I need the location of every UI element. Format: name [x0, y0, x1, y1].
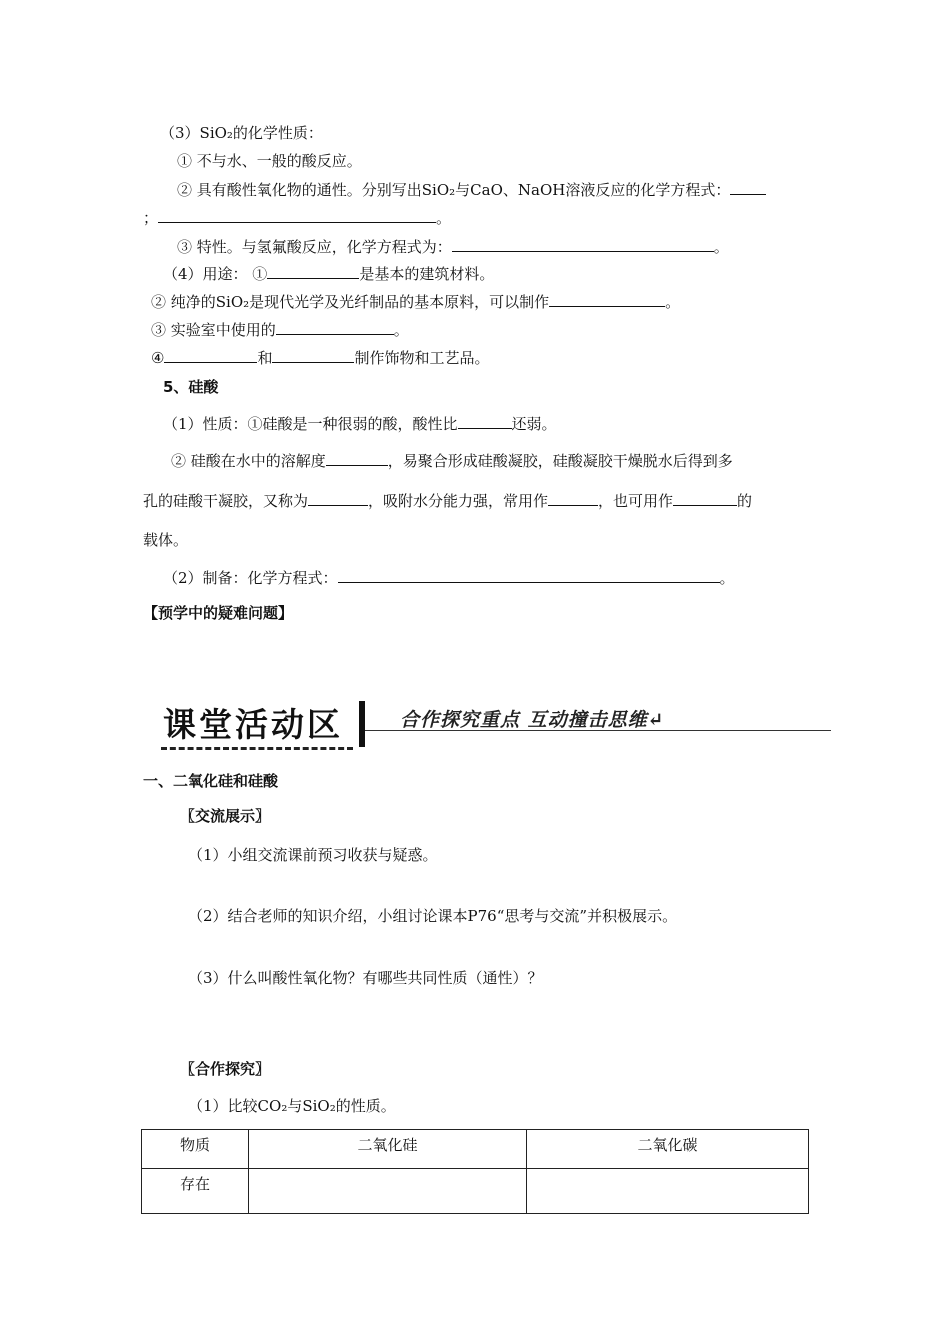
banner-subtitle: 合作探究重点 互动撞击思维↵ [400, 709, 665, 731]
acid-prop-2 [171, 450, 733, 471]
blank-field[interactable] [549, 291, 665, 307]
acid-prop-3 [143, 490, 752, 511]
s3-item3-text: ③ 特性。与氢氟酸反应，化学方程式为： [177, 238, 452, 256]
exchange-item-2: （2）结合老师的知识介绍，小组讨论课本P76“思考与交流”并积极展示。 [188, 907, 678, 925]
s3-item3 [177, 236, 729, 257]
end-mark: 。 [393, 321, 409, 339]
blank-field[interactable] [326, 450, 388, 466]
s4-text-b: 是基本的建筑材料。 [359, 265, 495, 283]
blank-field[interactable] [164, 347, 257, 363]
blank-field[interactable] [272, 347, 354, 363]
blank-field[interactable] [308, 490, 368, 506]
acid-prop3-c: ，也可用作 [598, 492, 674, 510]
banner-dashed-rule [161, 747, 353, 750]
table-cell[interactable] [527, 1169, 809, 1214]
blank-field[interactable] [276, 319, 394, 335]
blank-field[interactable] [158, 207, 436, 223]
acid-prop3-d: 的 [737, 492, 753, 510]
banner-divider [359, 701, 365, 747]
acid-prop-text: （1）性质：①硅酸是一种很弱的酸，酸性比 [163, 415, 458, 433]
s4-line2 [151, 291, 680, 312]
acid-prop2-text: ② 硅酸在水中的溶解度 [171, 452, 326, 470]
banner-title: 课堂活动区 [163, 705, 343, 744]
table-cell: 存在 [142, 1169, 249, 1214]
s3-title: （3）SiO₂的化学性质： [160, 124, 323, 142]
acid-prep [163, 567, 735, 588]
separator: ； [143, 209, 159, 227]
classroom-banner [155, 695, 835, 757]
table-header-cell: 二氧化碳 [527, 1130, 809, 1169]
table-cell[interactable] [249, 1169, 527, 1214]
s4-line1 [163, 263, 494, 284]
s3-item2 [177, 179, 766, 200]
s4-line3 [151, 319, 409, 340]
heading-cooperation: 〖合作探究〗 [180, 1060, 271, 1078]
blank-field[interactable] [673, 490, 737, 506]
acid-prop2-text-b: ，易聚合形成硅酸凝胶，硅酸凝胶干燥脱水后得到多 [387, 452, 733, 470]
s4-2-text: ② 纯净的SiO₂是现代光学及光纤制品的基本原料，可以制作 [151, 293, 550, 311]
s4-line4 [151, 347, 489, 368]
s4-4-and: 和 [257, 349, 273, 367]
acid-prop-4: 载体。 [143, 531, 189, 549]
section-5-title: 5、硅酸 [163, 378, 219, 396]
blank-field[interactable] [452, 236, 714, 252]
end-mark: 。 [719, 569, 735, 587]
heading-exchange: 〖交流展示〗 [180, 807, 271, 825]
acid-prop-1 [163, 413, 557, 434]
end-mark: 。 [713, 238, 729, 256]
table-row [142, 1169, 809, 1214]
s4-text: （4）用途： ① [163, 265, 268, 283]
acid-prop3-a: 孔的硅酸干凝胶，又称为 [143, 492, 309, 510]
table-header-cell: 物质 [142, 1130, 249, 1169]
s4-3-text: ③ 实验室中使用的 [151, 321, 276, 339]
s4-4-end: 制作饰物和工艺品。 [354, 349, 490, 367]
comparison-table [141, 1129, 809, 1214]
exchange-item-3: （3）什么叫酸性氧化物？有哪些共同性质（通性）？ [188, 969, 543, 987]
s3-item2-cont [143, 207, 451, 228]
acid-prep-text: （2）制备：化学方程式： [163, 569, 338, 587]
acid-prop3-b: ，吸附水分能力强，常用作 [368, 492, 549, 510]
s4-4-num: ④ [151, 349, 165, 367]
cooperation-item-1: （1）比较CO₂与SiO₂的性质。 [188, 1097, 396, 1115]
exchange-item-1: （1）小组交流课前预习收获与疑惑。 [188, 846, 438, 864]
s3-item1: ① 不与水、一般的酸反应。 [177, 152, 362, 170]
blank-field[interactable] [458, 413, 512, 429]
heading-difficult-questions: 【预学中的疑难问题】 [143, 604, 294, 622]
blank-field[interactable] [730, 179, 766, 195]
blank-field[interactable] [338, 567, 720, 583]
end-mark: 。 [665, 293, 681, 311]
table-header-row [142, 1130, 809, 1169]
acid-prop-text-b: 还弱。 [511, 415, 557, 433]
end-mark: 。 [436, 209, 452, 227]
section-1-title: 一、二氧化硅和硅酸 [143, 772, 279, 790]
s3-item2-text: ② 具有酸性氧化物的通性。分别写出SiO₂与CaO、NaOH溶液反应的化学方程式： [177, 181, 731, 199]
blank-field[interactable] [548, 490, 598, 506]
blank-field[interactable] [267, 263, 359, 279]
table-header-cell: 二氧化硅 [249, 1130, 527, 1169]
